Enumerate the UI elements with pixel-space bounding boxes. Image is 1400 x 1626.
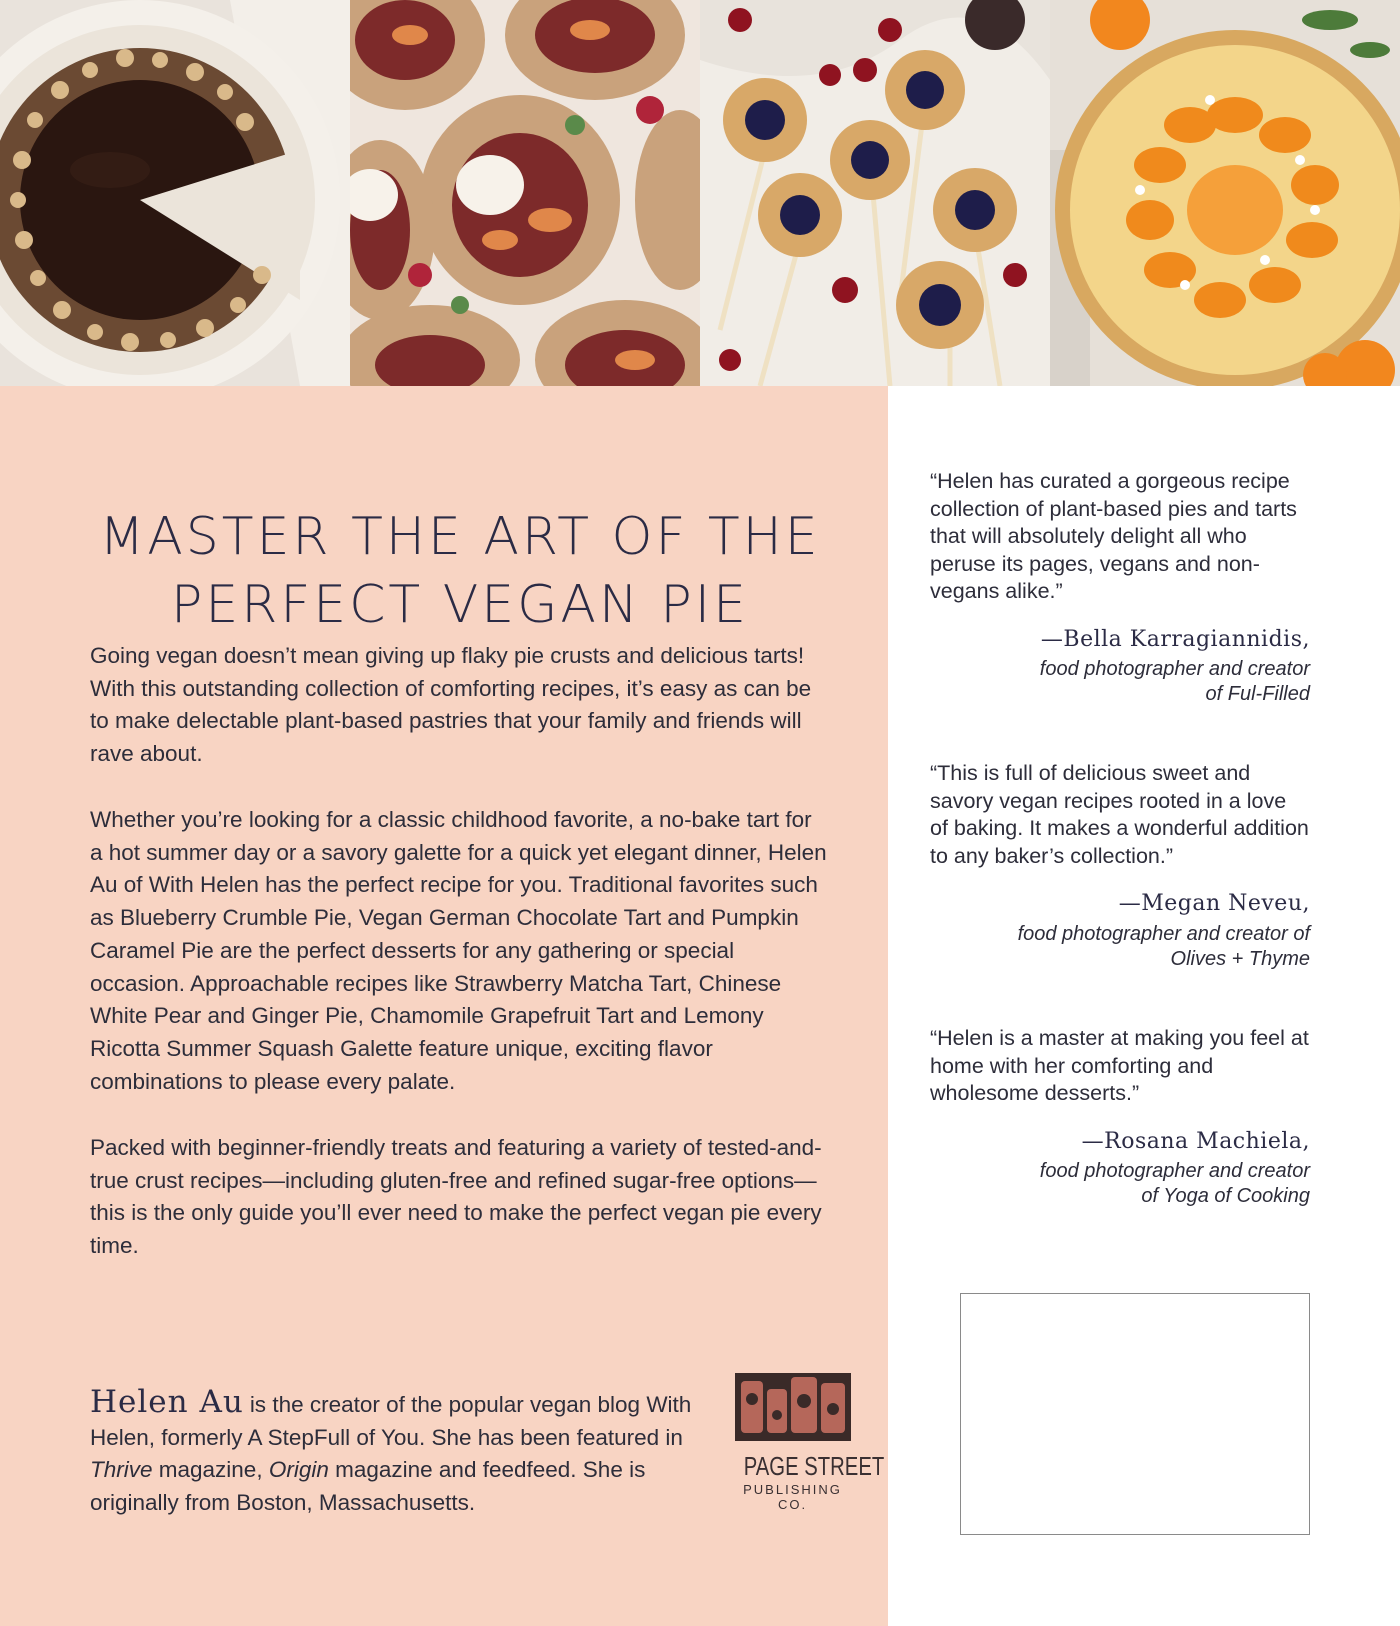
testimonial-quote: “Helen has curated a gorgeous recipe collection of plant-based pies and tarts that will absolutely delight all who peruse its pages, vegans and non-vegans alike.” [930,469,1297,603]
testimonial-role-line-1: food photographer and creator of [1017,922,1310,945]
testimonial-quote: “Helen is a master at making you feel at home with her comforting and wholesome desserts.” [930,1026,1309,1105]
chocolate-pie-photo [0,0,350,386]
bio-text-3: magazine and feedfeed. She is originally from Boston, Massachusetts. [90,1457,646,1516]
testimonial-role-line-2: of Yoga of Cooking [1141,1185,1310,1207]
headline-line-1: MASTER THE ART OF THE [99,506,821,567]
testimonial-role-line-1: food photographer and creator [1039,1160,1310,1182]
testimonial-role [930,922,1310,972]
page-street-letterpress-logo [733,1371,853,1443]
magazine-thrive: Thrive [90,1457,153,1483]
testimonial-3 [930,1025,1310,1209]
testimonial-role-line-2: of Ful-Filled [1205,683,1310,705]
testimonial-author: —Rosana Machiela, [1081,1128,1310,1154]
testimonial-2 [930,760,1310,972]
headline-line-2: PERFECT VEGAN PIE [171,574,749,635]
testimonial-author: —Bella Karragiannidis, [1040,626,1310,652]
testimonial-role [930,657,1310,707]
pie-pops-photo [700,0,1050,386]
testimonial-quote: “This is full of delicious sweet and savory vegan recipes rooted in a love of baking. It makes a wonderful addition to any baker’s collection.” [930,761,1309,868]
testimonial-1 [930,468,1310,707]
publisher-logo [730,1371,885,1512]
testimonial-author: —Megan Neveu, [1118,891,1310,916]
galettes-photo [350,0,700,386]
testimonial-role [930,1159,1310,1209]
publisher-subtitle: PUBLISHING CO. [743,1482,842,1512]
testimonial-role-line-2: Olives + Thyme [1170,947,1310,970]
description-paragraph-2: Whether you’re looking for a classic childhood favorite, a no-bake tart for a hot summer day or a savory galette for a quick yet elegant dinner, Helen Au of With Helen has the perfect recipe for you. Traditional favorites such as Blueberry Crumble Pie, Vegan German Chocolate Tart and Pumpkin Caramel Pie are the perfect desserts for any gathering or special occasion. Approachable recipes like Strawberry Matcha Tart, Chinese White Pear and Ginger Pie, Chamomile Grapefruit Tart and Lemony Ricotta Summer Squash Galette feature unique, exciting flavor combinations to please every palate. [90,807,827,1094]
testimonial-role-line-1: food photographer and creator [1039,658,1310,680]
bio-text-2: magazine, [152,1457,269,1483]
description-panel [0,386,888,1626]
mandarin-tart-photo [1050,0,1400,386]
barcode-placeholder-box [960,1293,1310,1535]
author-bio [90,1386,710,1520]
description-paragraph-3: Packed with beginner-friendly treats and featuring a variety of tested-and-true crust recipes—including gluten-free and refined sugar-free options—this is the only guide you’ll ever need to make the perfect vegan pie every time. [90,1135,822,1259]
publisher-name: PAGE STREET [743,1451,885,1481]
magazine-origin: Origin [268,1457,329,1483]
header-photo-strip [0,0,1400,386]
bio-text-1: is the creator of the popular vegan blog With Helen, formerly A StepFull of You. She has been featured in [90,1392,692,1450]
headline [70,503,850,639]
author-name: Helen Au [90,1384,244,1420]
description-paragraph-1: Going vegan doesn’t mean giving up flaky pie crusts and delicious tarts! With this outstanding collection of comforting recipes, it’s easy as can be to make delectable plant-based pastries that your family and friends will rave about. [90,643,812,767]
